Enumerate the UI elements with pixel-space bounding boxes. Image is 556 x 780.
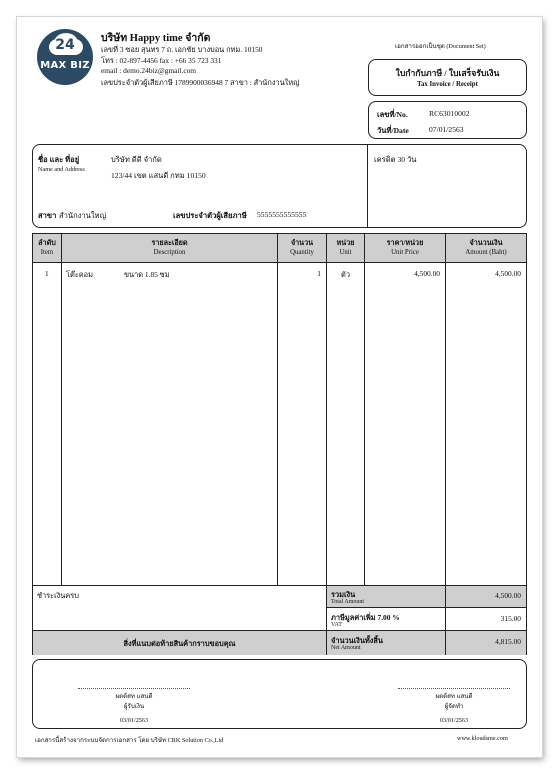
company-email: email : demo.24biz@gmail.com: [101, 66, 197, 75]
receiver-role: ผู้รับเงิน: [123, 703, 145, 710]
company-tax-branch: เลขประจำตัวผู้เสียภาษี 1789900036948 7 สาขา : สำนักงานใหญ่: [101, 78, 300, 87]
col-header-quantity: จำนวน Quantity: [290, 239, 314, 256]
logo-brand: MAX BIZ: [40, 60, 90, 71]
payment-status: ชำระเงินครบ: [37, 591, 79, 600]
net-label-en: Net Amount: [331, 645, 361, 651]
items-table: [32, 233, 527, 655]
company-logo: [37, 29, 93, 85]
preparer-name: ผดด้สท แสนดี: [435, 693, 473, 700]
customer-address: 123/44 เขต แสนดี กทม 10150: [111, 171, 206, 180]
customer-box: [32, 144, 527, 228]
footer-website[interactable]: www.kloudsme.com: [457, 735, 508, 742]
company-name: บริษัท Happy time จำกัด: [101, 33, 211, 44]
vat-label-en: VAT: [331, 622, 342, 628]
title-thai: ใบกำกับภาษี / ใบเสร็จรับเงิน: [395, 68, 500, 78]
title-english: Tax Invoice / Receipt: [417, 81, 478, 88]
total-value: 4,500.00: [495, 591, 521, 600]
customer-label-th: ชื่อ และ ที่อยู่: [38, 155, 80, 164]
col-header-unit-price: ราคา/หน่วย Unit Price: [386, 239, 424, 256]
document-page: [17, 17, 542, 757]
doc-no-label: เลขที่/No.: [377, 110, 408, 119]
total-label-th: รวมเงิน: [331, 590, 356, 599]
preparer-date: 03/01/2563: [439, 717, 469, 724]
customer-tax-label: เลขประจำตัวผู้เสียภาษี: [173, 211, 247, 220]
row-description-detail: ขนาด 1.85 ซม: [124, 270, 170, 279]
doc-date-value: 07/01/2563: [429, 125, 464, 134]
branch-value: สำนักงานใหญ่: [59, 211, 107, 220]
receiver-name: ผดด้สท แสนดี: [115, 693, 153, 700]
preparer-role: ผู้จัดทำ: [444, 703, 464, 710]
footer-credit: เอกสารนี้สร้างจากระบบจัดการเอกสาร โดย บริษัท CRK Solution Co.,Ltd: [35, 737, 224, 744]
document-set-label: เอกสารออกเป็นชุด (Document Set): [395, 43, 486, 50]
credit-terms: เครดิต 30 วัน: [374, 155, 417, 164]
row-item: 1: [45, 269, 49, 278]
signature-line-right: [398, 688, 510, 689]
vat-label-th: ภาษีมูลค่าเพิ่ม 7.00 %: [331, 613, 400, 622]
col-header-unit: หน่วย Unit: [336, 239, 355, 256]
logo-number: 24: [55, 37, 75, 53]
document-title-box: [368, 59, 527, 96]
row-unit-price: 4,500.00: [414, 269, 440, 278]
customer-name: บริษัท ดีดี จำกัด: [111, 155, 162, 164]
row-amount: 4,500.00: [495, 269, 521, 278]
doc-number-box: [368, 101, 527, 139]
vat-value: 315.00: [500, 614, 521, 623]
branch-label: สาขา: [38, 211, 57, 220]
row-unit: ตัว: [341, 270, 350, 279]
row-description: โต๊ะคอม: [66, 270, 93, 279]
col-header-description: รายละเอียด Description: [151, 239, 188, 256]
net-value: 4,815.00: [495, 637, 521, 646]
thank-you-note: สิ่งที่แนบต่อท้ายสินค้ากราบขอบคุณ: [123, 639, 236, 648]
col-header-amount: จำนวนเงิน Amount (Baht): [465, 239, 507, 256]
company-phone: โทร : 02-897-4456 fax : +66 35 723 331: [101, 56, 222, 65]
net-label-th: จำนวนเงินทั้งสิ้น: [331, 636, 383, 645]
total-label-en: Total Amount: [331, 599, 365, 605]
signature-line-left: [78, 688, 190, 689]
receiver-date: 03/01/2563: [119, 717, 149, 724]
row-quantity: 1: [317, 269, 321, 278]
col-header-item: ลำดับ Item: [38, 239, 56, 256]
customer-label-en: Name and Address: [38, 166, 85, 173]
doc-date-label: วันที่/Date: [377, 126, 409, 135]
company-address: เลขที่ 3 ซอย สุนทร 7 ถ. เอกชัย บางบอน กทม. 10150: [101, 45, 263, 54]
signature-box: [32, 659, 527, 729]
customer-tax-value: 5555555555555: [257, 210, 307, 219]
doc-no-value: RC63010002: [429, 109, 470, 118]
